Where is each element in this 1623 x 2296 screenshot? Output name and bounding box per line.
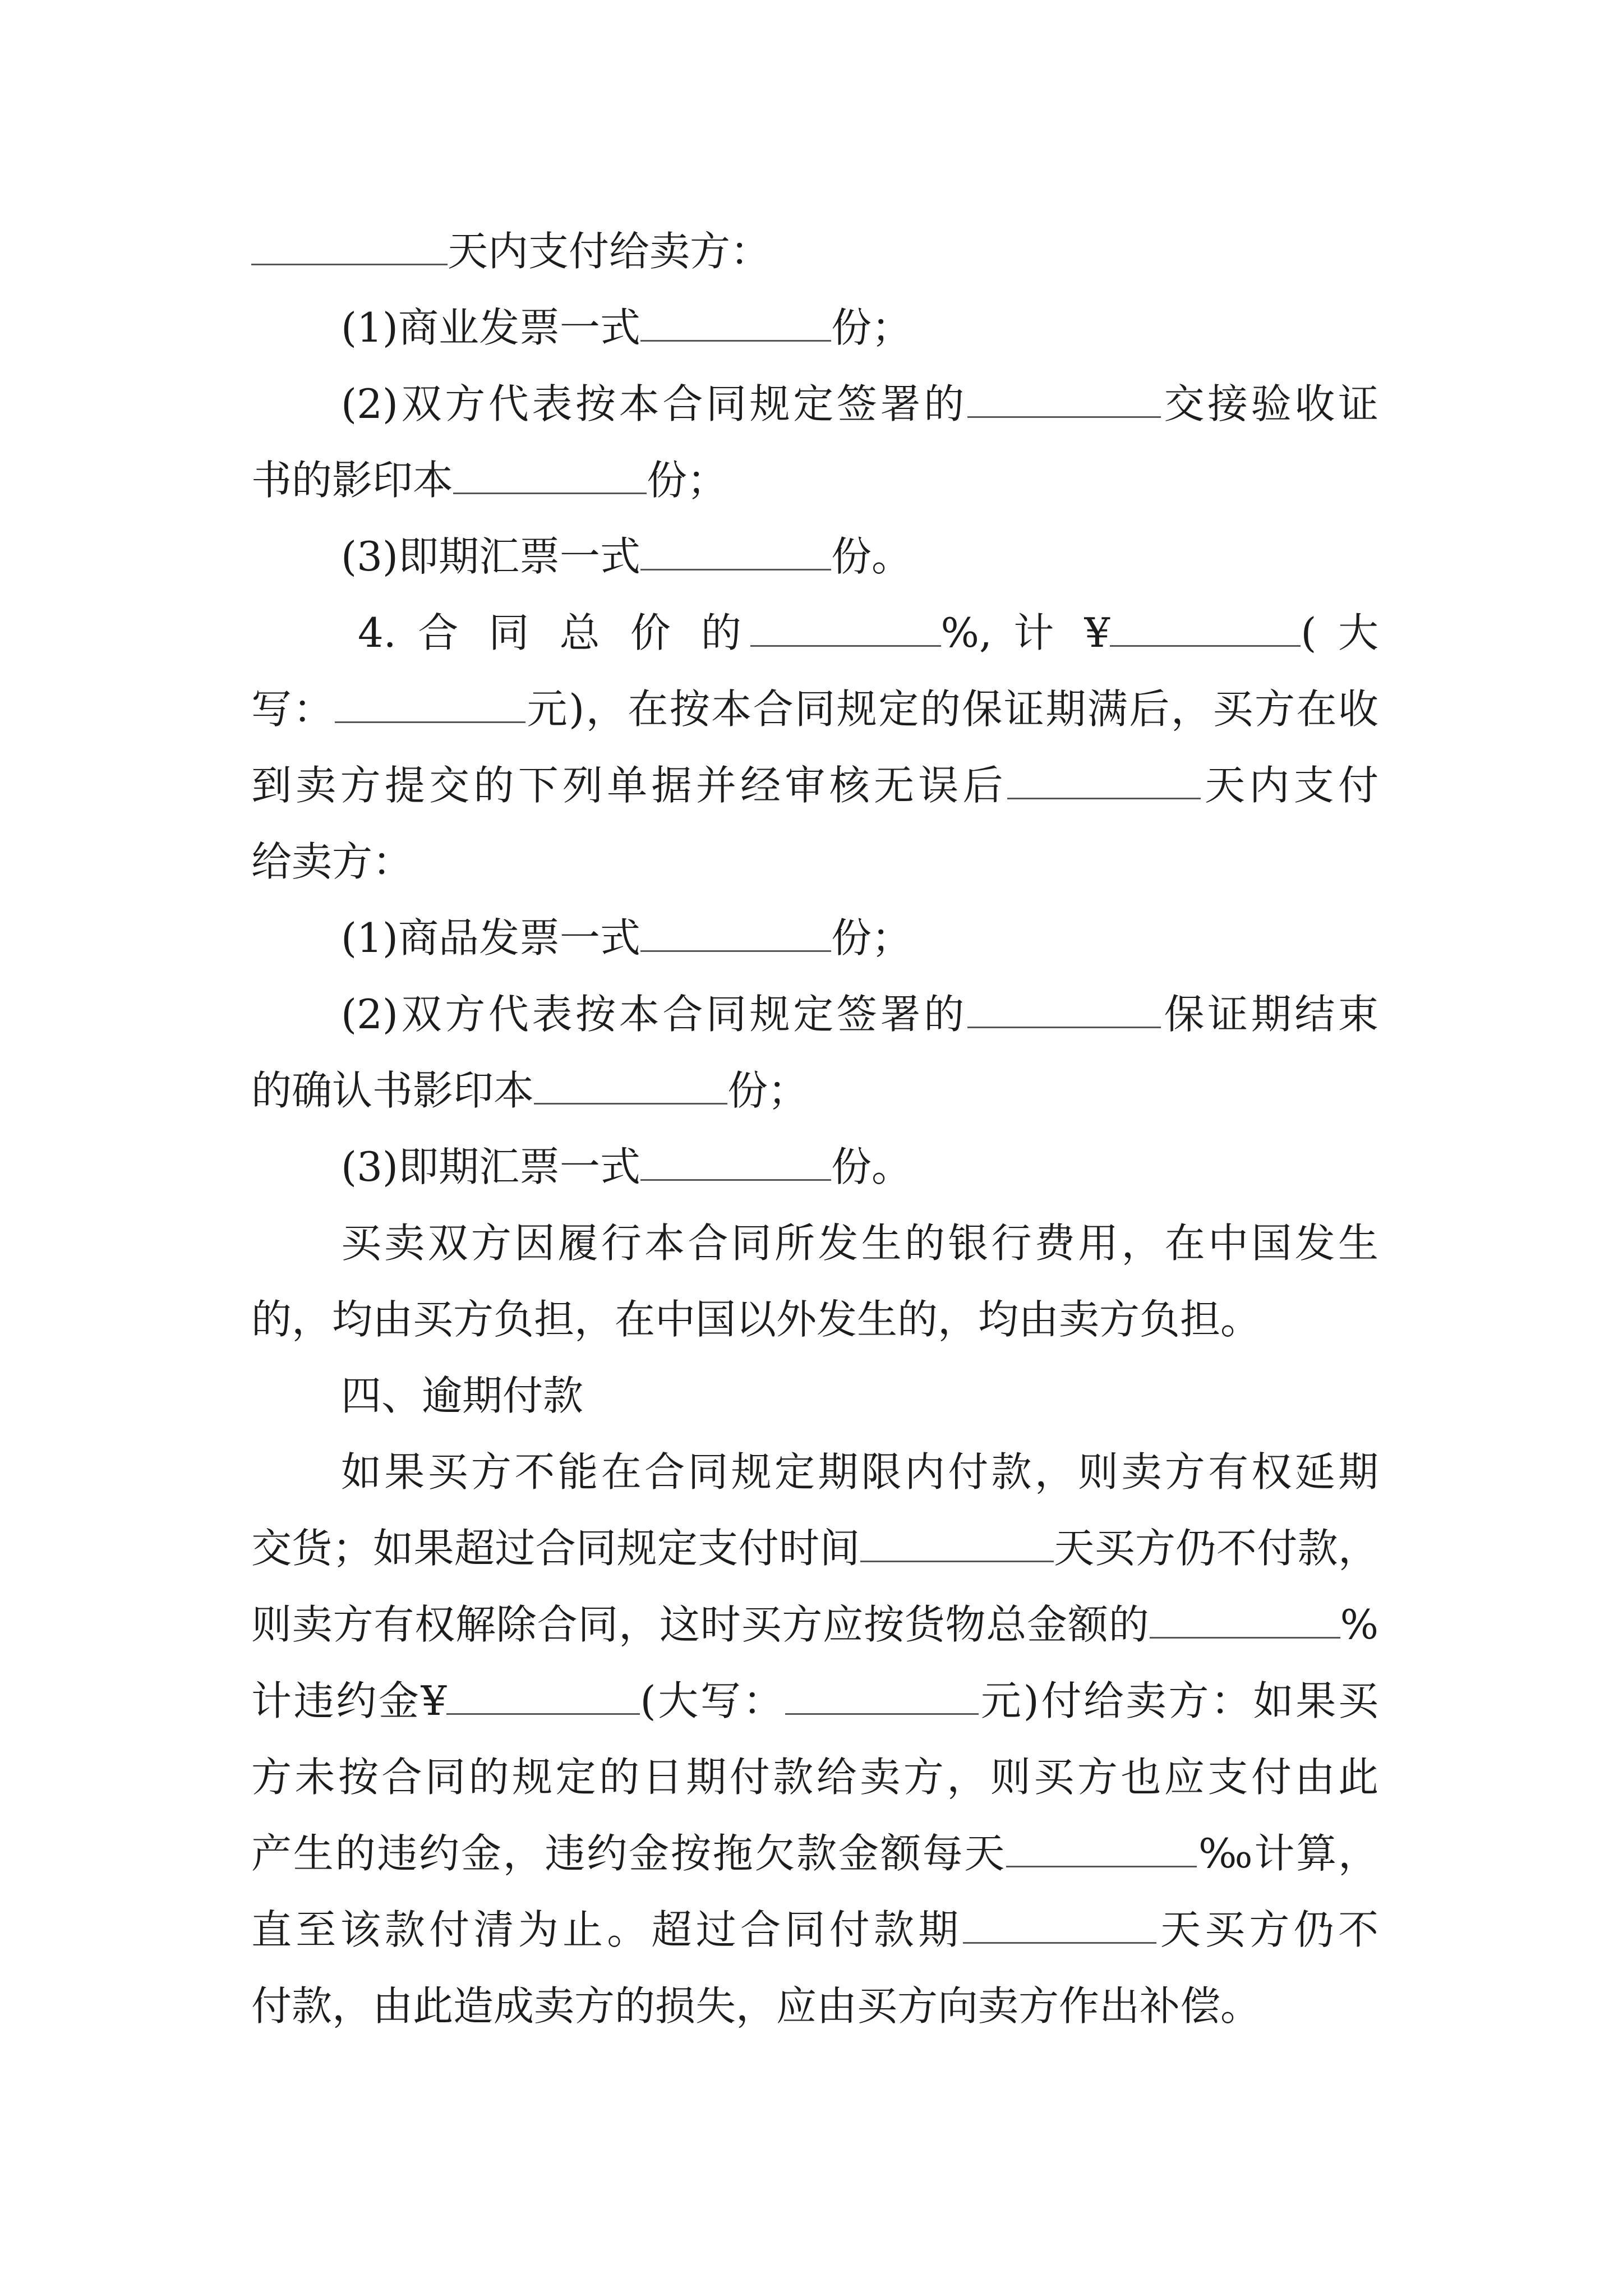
fill-blank (251, 224, 448, 265)
text-segment: 交接验收证 (1160, 380, 1378, 427)
text-segment: 给卖方： (251, 838, 413, 885)
line-21 (251, 1739, 1378, 1815)
line-22 (251, 1815, 1378, 1892)
fill-blank (640, 301, 831, 342)
fill-blank (967, 377, 1161, 418)
text-segment: 份； (831, 914, 912, 961)
heading-text: 四、逾期付款 (341, 1372, 584, 1419)
line-17 (251, 1434, 1378, 1510)
text-segment: 天内支付给卖方： (448, 228, 771, 275)
text-segment: 4. 合 同 总 价 的 (358, 609, 750, 656)
text-segment: 的确认书影印本 (251, 1067, 534, 1114)
text-segment: (3)即期汇票一式 (341, 1143, 640, 1190)
text-segment: ( 大 (1301, 609, 1378, 656)
text-segment: 份。 (831, 1143, 912, 1190)
text-segment: (大写： (640, 1677, 786, 1724)
text-segment: 的，均由买方负担，在中国以外发生的，均由卖方负担。 (251, 1296, 1261, 1343)
fill-blank (860, 1521, 1054, 1562)
line-20 (251, 1663, 1378, 1739)
fill-blank (534, 1064, 727, 1105)
text-segment: 份。 (831, 533, 912, 580)
text-segment: (1)商品发票一式 (341, 914, 640, 961)
fill-blank (640, 1140, 831, 1181)
line-3 (251, 366, 1378, 442)
text-segment: 方未按合同的规定的日期付款给卖方，则买方也应支付由此 (251, 1754, 1378, 1801)
line-10 (251, 900, 1378, 976)
text-segment: 天买方仍不付款， (1053, 1525, 1378, 1572)
text-segment: 元)付给卖方：如果买 (979, 1677, 1379, 1724)
fill-blank (640, 530, 831, 570)
text-segment: 份； (831, 304, 912, 351)
text-segment: 天买方仍不 (1156, 1906, 1378, 1953)
text-segment: 份； (727, 1067, 809, 1114)
line-2 (251, 289, 1378, 366)
line-8 (251, 747, 1378, 823)
text-segment: 保证期结束 (1160, 991, 1378, 1038)
text-segment: 买卖双方因履行本合同所发生的银行费用，在中国发生 (341, 1220, 1378, 1267)
line-11 (251, 976, 1378, 1052)
text-segment: (2)双方代表按本合同规定签署的 (341, 991, 967, 1038)
text-segment: (3)即期汇票一式 (341, 533, 640, 580)
fill-blank (1006, 1826, 1197, 1867)
text-segment: 计违约金¥ (251, 1677, 447, 1724)
fill-blank (453, 453, 647, 494)
text-segment: 元)，在按本合同规定的保证期满后，买方在收 (525, 685, 1378, 733)
fill-blank (750, 606, 941, 647)
text-segment: 份； (647, 457, 728, 504)
fill-blank (335, 682, 525, 723)
section-heading (251, 1358, 1378, 1434)
line-4 (251, 442, 1378, 518)
text-segment: 产生的违约金，违约金按拖欠款金额每天 (251, 1830, 1007, 1877)
text-segment: (2)双方代表按本合同规定签署的 (341, 380, 967, 427)
line-12 (251, 1052, 1378, 1129)
fill-blank (963, 1903, 1156, 1944)
text-segment: 书的影印本 (251, 457, 454, 504)
text-segment: % (1340, 1601, 1378, 1648)
text-segment: 交货；如果超过合同规定支付时间 (251, 1525, 860, 1572)
text-segment: 天内支付 (1200, 762, 1378, 809)
line-6 (251, 595, 1378, 671)
line-7 (251, 671, 1378, 747)
text-segment: 则卖方有权解除合同，这时买方应按货物总金额的 (251, 1601, 1150, 1648)
fill-blank (1110, 606, 1301, 647)
line-19 (251, 1586, 1378, 1663)
line-1 (251, 213, 1378, 289)
text-segment: %, 计 ¥ (940, 609, 1110, 656)
text-segment: 写： (251, 685, 335, 733)
fill-blank (446, 1674, 640, 1715)
fill-blank (1007, 758, 1201, 799)
fill-blank (785, 1674, 979, 1715)
fill-blank (1150, 1598, 1340, 1639)
line-15 (251, 1281, 1378, 1358)
line-13 (251, 1129, 1378, 1205)
fill-blank (967, 987, 1161, 1028)
text-segment: 到卖方提交的下列单据并经审核无误后 (251, 762, 1007, 809)
line-9 (251, 823, 1378, 900)
line-23 (251, 1892, 1378, 1968)
document-page (251, 213, 1378, 2044)
line-5 (251, 518, 1378, 595)
text-segment: 直至该款付清为止。超过合同付款期 (251, 1906, 963, 1953)
text-segment: 付款，由此造成卖方的损失，应由买方向卖方作出补偿。 (251, 1982, 1261, 2030)
text-segment: 如果买方不能在合同规定期限内付款，则卖方有权延期 (341, 1448, 1378, 1496)
fill-blank (640, 911, 831, 952)
line-18 (251, 1510, 1378, 1586)
text-segment: ‰计算， (1197, 1830, 1378, 1877)
text-segment: (1)商业发票一式 (341, 304, 640, 351)
line-14 (251, 1205, 1378, 1281)
line-24 (251, 1968, 1378, 2044)
